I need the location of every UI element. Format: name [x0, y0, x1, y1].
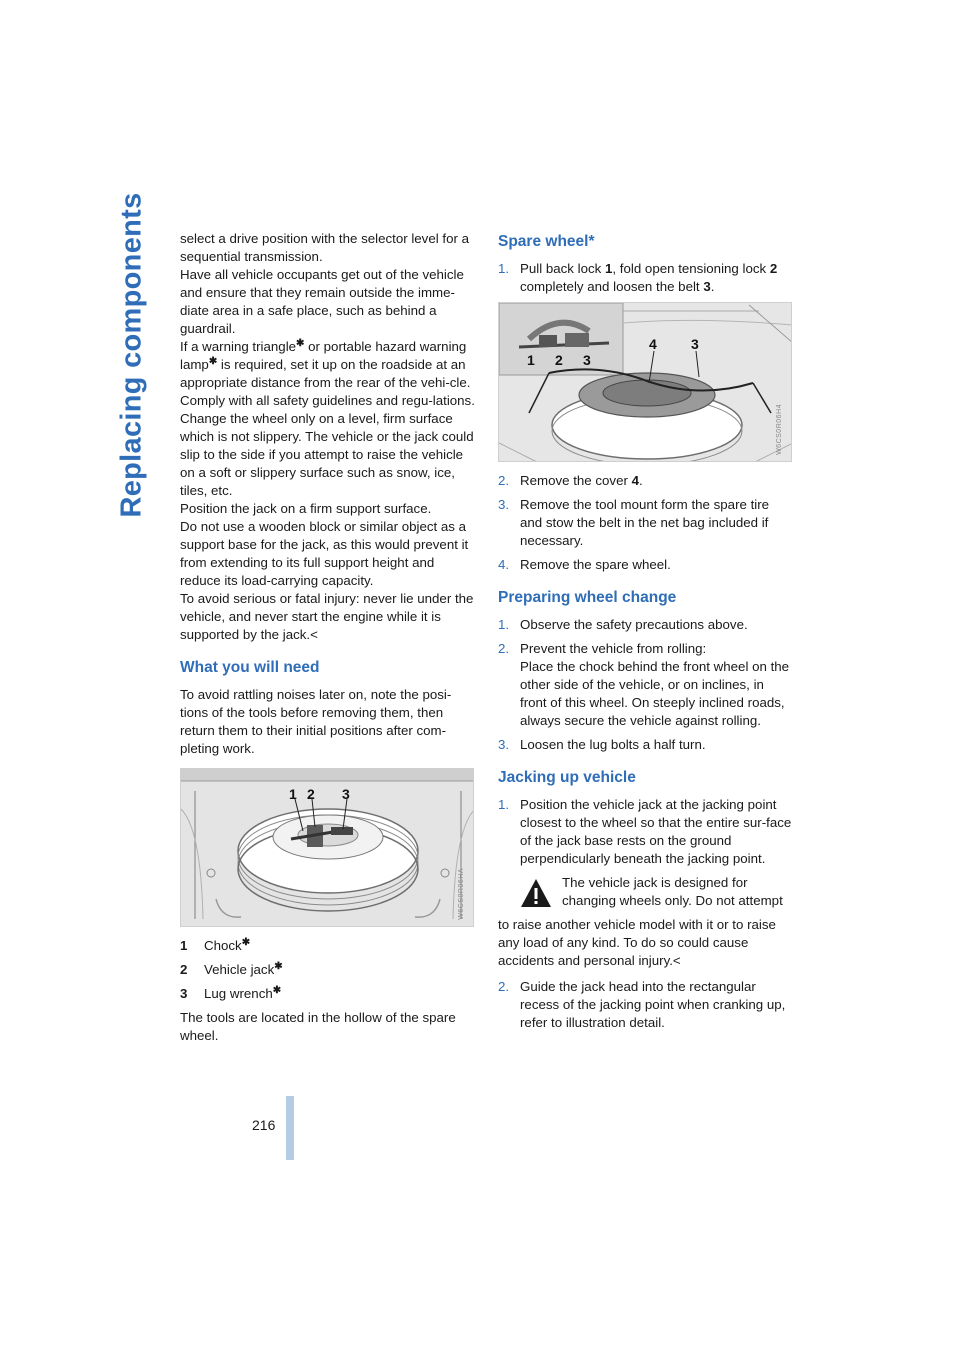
section-side-title [112, 30, 152, 680]
spare-wheel-illustration [499, 303, 792, 462]
spare-steps-list-cont [498, 472, 794, 574]
option-star-icon: ✱ [272, 985, 282, 996]
warning-triangle-paragraph: If a warning triangle✱ or portable hazard warning lamp✱ is required, set it up on the roadside at an appropriate distance from the rear of the vehi-cle. Comply with all safety guidelines and regu-lations. [180, 338, 475, 408]
surface-paragraph: Change the wheel only on a level, firm surface which is not slippery. The vehicle or the jack could slip to the side if you attempt to raise the vehicle on a soft or slippery surface such as snow, ice, tiles, etc. [180, 411, 474, 498]
left-column [180, 230, 476, 1045]
spare-wheel-figure [498, 302, 792, 462]
figure-label-3: 3 [583, 352, 591, 368]
tools-illustration [181, 769, 474, 927]
legend-item: 2 Vehicle jack✱ [180, 961, 283, 977]
option-star-icon: ✱ [241, 937, 251, 948]
page-margin-bar [286, 1096, 294, 1160]
tools-figure [180, 768, 474, 927]
list-item: 1. Observe the safety precautions above. [498, 617, 748, 632]
jack-steps-list [498, 796, 794, 868]
list-item: 4. Remove the spare wheel. [498, 557, 671, 572]
heading-spare-wheel: Spare wheel* [498, 233, 595, 250]
figure-code: W6CS0R06HA [458, 868, 465, 920]
tools-legend [180, 937, 476, 1003]
figure-label-2: 2 [307, 786, 315, 802]
firm-support-paragraph: Position the jack on a firm support surface. [180, 501, 432, 516]
right-column [498, 232, 794, 1038]
heading-jacking-up-vehicle: Jacking up vehicle [498, 769, 636, 786]
intro-paragraph-2: Have all vehicle occupants get out of the vehicle and ensure that they remain outside the imme-diate area in a safe place, such as behind a guardrail. [180, 267, 464, 336]
list-item: 1. Pull back lock 1, fold open tensioning lock 2 completely and loosen the belt 3. [498, 261, 778, 294]
figure-label-3: 3 [342, 786, 350, 802]
warning-text-rest: to raise another vehicle model with it or to raise any load of any kind. To do so could cause accidents and personal injury.< [498, 917, 776, 968]
figure-label-1: 1 [527, 352, 535, 368]
page-number: 216 [252, 1117, 276, 1133]
figure-label-2: 2 [555, 352, 563, 368]
heading-what-you-need: What you will need [180, 659, 320, 676]
injury-paragraph: To avoid serious or fatal injury: never lie under the vehicle, and never start the engine while it is supported by the jack.< [180, 591, 474, 642]
list-item: 2. Prevent the vehicle from rolling: Place the chock behind the front wheel on the other side of the vehicle, or on inclines, in front of this wheel. On steeply inclined roads, always secure the vehicle against rolling. [498, 641, 790, 728]
list-item: 3. Remove the tool mount form the spare tire and stow the belt in the net bag included if necessary. [498, 497, 770, 548]
option-star-icon: ✱ [296, 338, 305, 349]
legend-item: 1 Chock✱ [180, 937, 251, 953]
figure-code: W6CS0R06H4 [776, 404, 783, 455]
list-item: 3. Loosen the lug bolts a half turn. [498, 737, 706, 752]
section-title-text: Replacing components [115, 192, 148, 518]
list-item: 2. Remove the cover 4. [498, 473, 643, 488]
figure-label-3b: 3 [691, 336, 699, 352]
need-paragraph: To avoid rattling noises later on, note the posi-tions of the tools before removing them, then return them to their initial positions after com-pleting work. [180, 687, 452, 756]
list-item: 2. Guide the jack head into the rectangular recess of the jacking point when cranking up, refer to illustration detail. [498, 979, 786, 1030]
figure-label-1: 1 [289, 786, 297, 802]
intro-paragraph-1: select a drive position with the selector level for a sequential transmission. [180, 231, 469, 264]
wooden-block-paragraph: Do not use a wooden block or similar object as a support base for the jack, as this would prevent it from extending to its full support height and reduce its load-carrying capacity. [180, 519, 469, 588]
warning-triangle-icon [520, 878, 552, 908]
option-star-icon: ✱ [274, 961, 283, 972]
jack-steps-list-cont [498, 978, 794, 1032]
warning-box [520, 874, 794, 910]
legend-item: 3 Lug wrench✱ [180, 985, 282, 1001]
tools-location-paragraph: The tools are located in the hollow of the spare wheel. [180, 1010, 456, 1043]
warning-text-first: The vehicle jack is designed for changing wheels only. Do not attempt [562, 875, 783, 908]
heading-preparing-wheel-change: Preparing wheel change [498, 589, 677, 606]
figure-label-4: 4 [649, 336, 657, 352]
prep-steps-list [498, 616, 794, 754]
spare-steps-list [498, 260, 794, 296]
option-star-icon: ✱ [208, 356, 218, 367]
list-item: 1. Position the vehicle jack at the jacking point closest to the wheel so that the entire sur-face of the jack base rests on the ground perpendicularly beneath the jacking point. [498, 797, 792, 866]
